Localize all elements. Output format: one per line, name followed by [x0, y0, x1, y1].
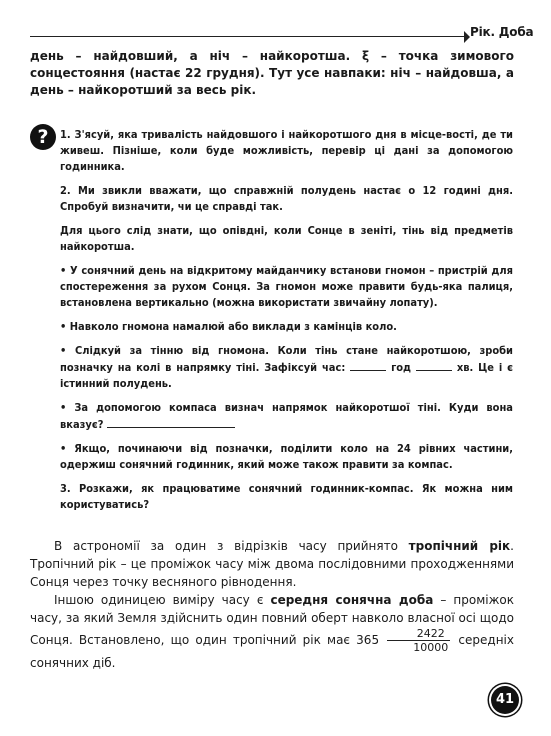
- task-2: [60, 183, 513, 215]
- hours-label: год: [391, 361, 412, 374]
- p2-text-b: – проміжок часу, за який Земля здійснить один повний оберт навколо власної осі щодо Сонця. Встановлено, що один тропічний рік має 365: [30, 593, 514, 647]
- task-2-text: Ми звикли вважати, що справжній полудень настає о 12 годині дня. Спробуй визначити, чи це справді так.: [60, 184, 514, 213]
- question-icon: ?: [30, 124, 56, 150]
- fraction-numerator: 2422: [387, 627, 450, 641]
- header-rule: [30, 36, 464, 37]
- fraction-denominator: 10000: [413, 641, 449, 654]
- fraction: [387, 627, 450, 654]
- intro-paragraph: день – найдовший, а ніч – найкоротша. ξ – точка зимового сонцестояння (настає 22 грудня). Тут усе навпаки: ніч – найдовша, а день – найкоротший за весь рік.: [30, 49, 514, 97]
- page-number: 41: [491, 686, 519, 714]
- term-tropical-year: тропічний рік: [408, 539, 511, 553]
- task-1-number: 1.: [60, 128, 71, 141]
- bullet-compass-text: • За допомогою компаса визнач напрямок найкоротшої тіні. Куди вона вказує?: [60, 401, 513, 431]
- bullet-circle: • Навколо гномона намалюй або виклади з камінців коло.: [60, 320, 397, 333]
- solar-day-paragraph: [30, 591, 514, 672]
- task-2-note: Для цього слід знати, що опівдні, коли Сонце в зеніті, тінь від предметів найкоротша.: [60, 224, 513, 253]
- hours-blank: [350, 359, 386, 371]
- bullet-shadow-end: хв. Це і є істинний полудень.: [60, 361, 513, 390]
- task-3-number: 3.: [60, 482, 71, 495]
- p1-text-b: . Тропічний рік – це проміжок часу між двома послідовними проходженнями Сонця через точку весняного рівнодення.: [30, 539, 514, 589]
- bullet-sundial: • Якщо, починаючи від позначки, поділити коло на 24 рівних частини, одержиш сонячний годинник, який може також правити за компас.: [60, 442, 513, 471]
- task-2-number: 2.: [60, 184, 71, 197]
- task-3-text: Розкажи, як працюватиме сонячний годинник-компас. Як можна ним користуватись?: [60, 482, 513, 511]
- bullet-shadow-text: • Слідкуй за тінню від гномона. Коли тінь стане найкоротшою, зроби позначку на колі в напрямку тіні. Зафіксуй час:: [60, 344, 513, 374]
- tasks-block: [60, 127, 513, 521]
- direction-blank: [107, 416, 235, 428]
- minutes-blank: [416, 359, 452, 371]
- task-1-text: З'ясуй, яка тривалість найдовшого і найкоротшого дня в місце-вості, де ти живеш. Пізніше, коли буде можливість, перевір ці дані за допомогою годинника.: [60, 128, 513, 173]
- p2-text-a: Іншою одиницею виміру часу є: [54, 593, 271, 607]
- bullet-shadow: [60, 343, 513, 392]
- main-text: [30, 537, 514, 672]
- bullet-gnomon: • У сонячний день на відкритому майданчику встанови гномон – пристрій для спостереження за рухом Сонця. За гномон може правити будь-яка палиця, встановлена вертикально (можна використати звичайну лопату).: [60, 264, 513, 309]
- term-mean-solar-day: середня сонячна доба: [270, 593, 434, 607]
- tropical-year-paragraph: [30, 537, 514, 591]
- p1-text-a: В астрономії за один з відрізків часу прийнято: [54, 539, 409, 553]
- bullet-compass: [60, 400, 513, 433]
- running-header-title: Рік. Доба: [470, 25, 534, 39]
- task-3: [60, 481, 513, 513]
- p2-text-c: середніх сонячних діб.: [30, 633, 514, 670]
- task-1: [60, 127, 513, 175]
